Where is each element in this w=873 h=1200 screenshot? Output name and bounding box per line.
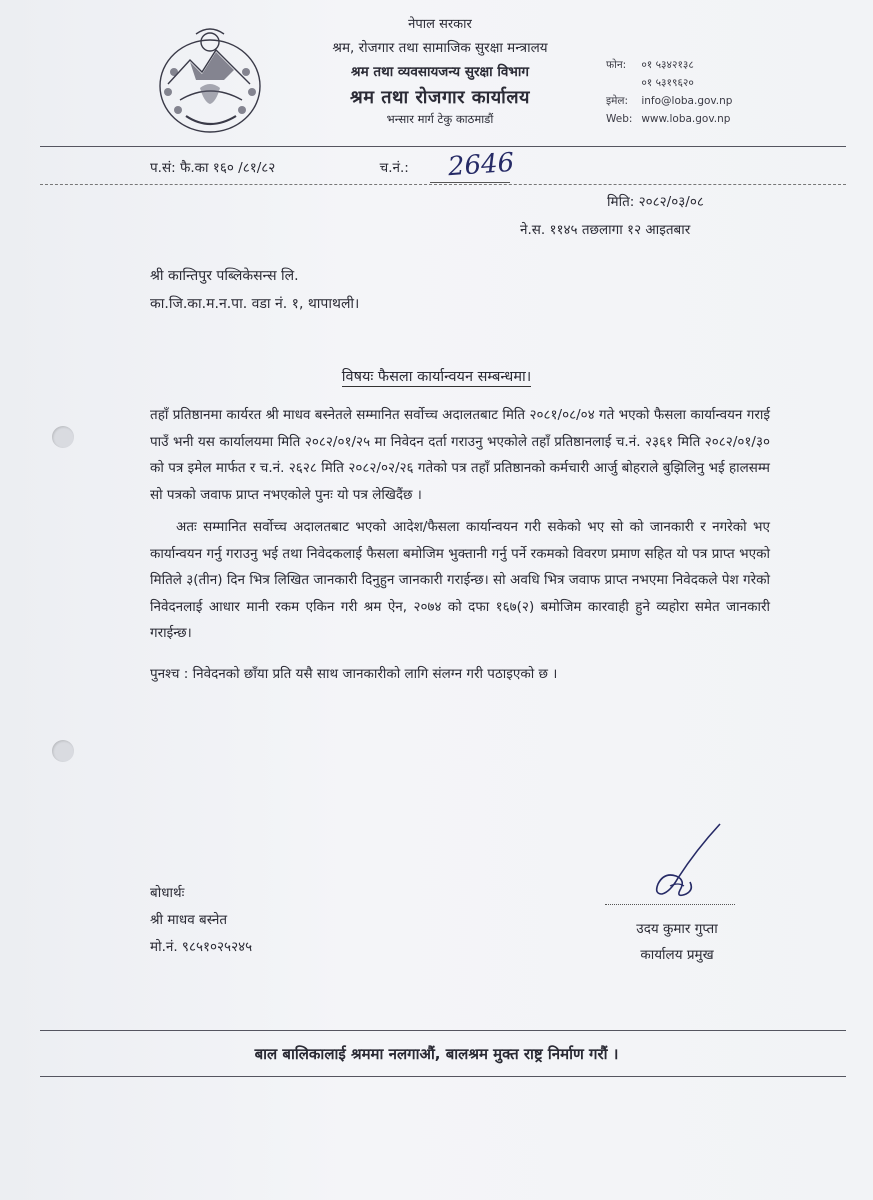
letter-body [150, 402, 770, 693]
web-label: Web: [606, 113, 633, 125]
phone-label: फोन: [606, 59, 627, 71]
phone-2: ०१ ५३१९६२० [641, 77, 694, 89]
signature-line [605, 904, 735, 905]
reference-rule [40, 184, 846, 185]
cc-name: श्री माधव बस्नेत [150, 912, 228, 928]
signature-icon [640, 820, 730, 910]
addressee-line-1: श्री कान्तिपुर पब्लिकेसन्स लि. [150, 268, 299, 284]
date-miti: मिति: २०८२/०३/०८ [607, 194, 704, 210]
addressee-line-2: का.जि.का.म.न.पा. वडा नं. १, थापाथली। [150, 296, 360, 312]
web-address: www.loba.gov.np [641, 113, 731, 125]
footer-slogan: बाल बालिकालाई श्रममा नलगाऔं, बालश्रम मुक्त राष्ट्र निर्माण गरौं । [254, 1045, 619, 1063]
email-address: info@loba.gov.np [641, 95, 733, 107]
punch-hole-bottom [52, 740, 74, 762]
signatory-title: कार्यालय प्रमुख [640, 947, 714, 963]
body-paragraph-2: अतः सम्मानित सर्वोच्च अदालतबाट भएको आदेश/फैसला कार्यान्वयन गरी सकेको भए सो को जानकारी र नगरेको भए कार्यान्वयन गर्नु गराउनु भई तथा निवेदकलाई फैसला बमोजिम भुक्तानी गर्नु पर्ने रकमको विवरण प्रमाण सहित यो पत्र प्राप्त भएको मितिले ३(तीन) दिन भित्र लिखित जानकारी दिनुहुन जानकारी गराईन्छ। सो अवधि भित्र जवाफ प्राप्त नभएमा निवेदकले पेश गरेको निवेदनलाई आधार मानी रकम एकिन गरी श्रम ऐन, २०७४ को दफा १६७(२) बमोजिम कारवाही हुने व्यहोरा समेत जानकारी गराईन्छ। [150, 519, 770, 641]
footer-rule-top [40, 1030, 846, 1031]
ps-value: फै.का १६० /८१/८२ [179, 160, 276, 176]
ps-label: प.सं: [150, 160, 176, 176]
addressee [150, 262, 359, 318]
gov-name: नेपाल सरकार [408, 17, 472, 32]
department-name: श्रम तथा व्यवसायजन्य सुरक्षा विभाग [351, 64, 529, 80]
reference-line [150, 158, 409, 176]
punch-hole-top [52, 426, 74, 448]
cc-mobile: मो.नं. ९८५१०२५२४५ [150, 939, 253, 955]
date-nepal-sambat: ने.स. ११४५ तछलागा १२ आइतबार [520, 222, 691, 238]
signatory-block [612, 916, 742, 968]
footer-rule-bottom [40, 1076, 846, 1077]
signatory-name: उदय कुमार गुप्ता [636, 921, 718, 937]
office-location: भन्सार मार्ग टेकु काठमाडौं [386, 112, 494, 126]
postscript: पुनश्च : निवेदनको छाँया प्रति यसै साथ जानकारीको लागि संलग्न गरी पठाइएको छ । [150, 665, 558, 682]
body-paragraph-1: तहाँ प्रतिष्ठानमा कार्यरत श्री माधव बस्नेतले सम्मानित सर्वोच्च अदालतबाट मिति २०८१/०८/०४ गते भएको फैसला कार्यान्वयन गराई पाउँ भनी यस कार्यालयमा मिति २०८२/०१/२५ मा निवेदन दर्ता गराउनु भएकोले तहाँ प्रतिष्ठानलाई च.नं. २३६१ मिति २०८२/०१/३० को पत्र इमेल मार्फत र च.नं. २६२८ मिति २०८२/०२/२६ गतेको पत्र तहाँ प्रतिष्ठानको कर्मचारी आर्जु बोहराले बुझिलिनु भई हालसम्म सो पत्रको जवाफ प्राप्त नभएकोले पुनः यो पत्र लेखिदैंछ । [150, 407, 770, 503]
nepal-emblem-icon [150, 22, 270, 144]
cc-label: बोधार्थः [150, 885, 185, 901]
cc-block [150, 880, 252, 961]
contact-block [606, 56, 732, 128]
handwritten-chalani-number: 2646 [447, 147, 516, 183]
subject-line: विषयः फैसला कार्यान्वयन सम्बन्धमा। [341, 369, 532, 385]
email-label: इमेल: [606, 95, 629, 107]
header-rule [40, 146, 846, 147]
phone-1: ०१ ५३४२१३८ [641, 59, 694, 71]
letterhead [290, 14, 590, 127]
office-name: श्रम तथा रोजगार कार्यालय [349, 87, 530, 108]
chn-label: च.नं.: [379, 160, 409, 176]
chalani-underline [430, 182, 510, 183]
ministry-name: श्रम, रोजगार तथा सामाजिक सुरक्षा मन्त्रालय [332, 40, 548, 56]
